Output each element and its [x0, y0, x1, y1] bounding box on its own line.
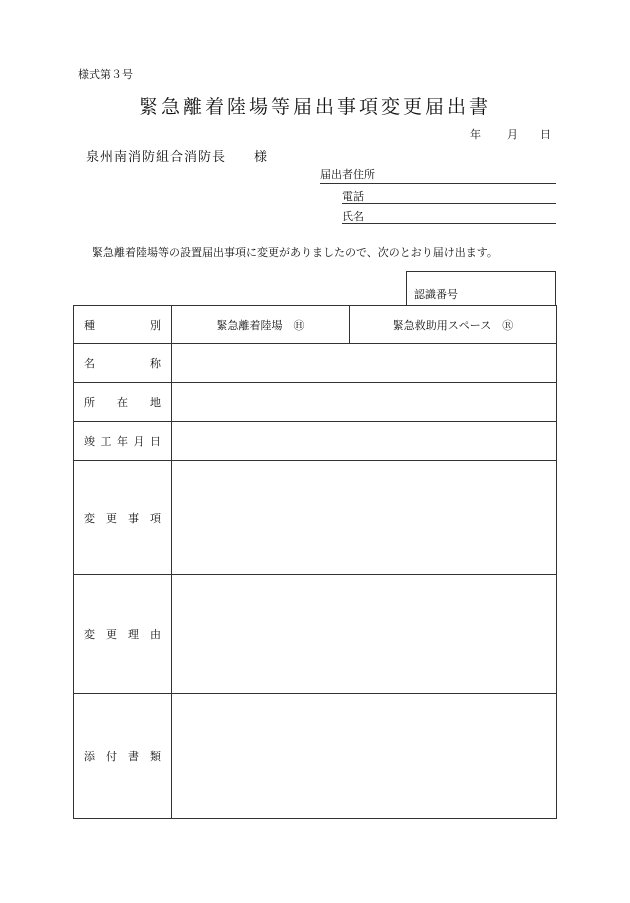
- date-year: 年: [470, 128, 481, 141]
- type-label: 種 別: [74, 306, 172, 344]
- location-label: 所 在 地: [74, 383, 172, 422]
- notice-text: 緊急離着陸場等の設置届出事項に変更がありましたので、次のとおり届け出ます。: [92, 246, 498, 259]
- location-field[interactable]: [172, 383, 557, 422]
- type-option-heliport[interactable]: 緊急離着陸場 Ⓗ: [172, 306, 350, 344]
- applicant-name-label: 氏名: [342, 210, 364, 223]
- name-label: 名 称: [74, 344, 172, 383]
- date-month: 月: [507, 128, 518, 141]
- recognition-number-label: 認識番号: [414, 288, 458, 301]
- page-title: 緊急離着陸場等届出事項変更届出書: [138, 96, 491, 118]
- date-day: 日: [540, 128, 551, 141]
- change-items-field[interactable]: [172, 461, 557, 575]
- change-items-label: 変更事項: [74, 461, 172, 575]
- applicant-address-label: 届出者住所: [320, 168, 375, 181]
- form-number: 様式第３号: [78, 68, 133, 81]
- form-table: [73, 305, 557, 819]
- type-option-rescue-space[interactable]: 緊急救助用スペース Ⓡ: [350, 306, 557, 344]
- applicant-address-line[interactable]: [320, 183, 556, 184]
- recognition-number-box[interactable]: [406, 271, 556, 306]
- applicant-phone-label: 電話: [342, 190, 364, 203]
- change-reason-field[interactable]: [172, 575, 557, 694]
- name-field[interactable]: [172, 344, 557, 383]
- completion-date-label: 竣工年月日: [74, 422, 172, 461]
- completion-date-field[interactable]: [172, 422, 557, 461]
- applicant-phone-line[interactable]: [342, 203, 556, 204]
- attachments-label: 添付書類: [74, 694, 172, 819]
- addressee: 泉州南消防組合消防長 様: [86, 150, 269, 165]
- attachments-field[interactable]: [172, 694, 557, 819]
- change-reason-label: 変更理由: [74, 575, 172, 694]
- applicant-name-line[interactable]: [342, 223, 556, 224]
